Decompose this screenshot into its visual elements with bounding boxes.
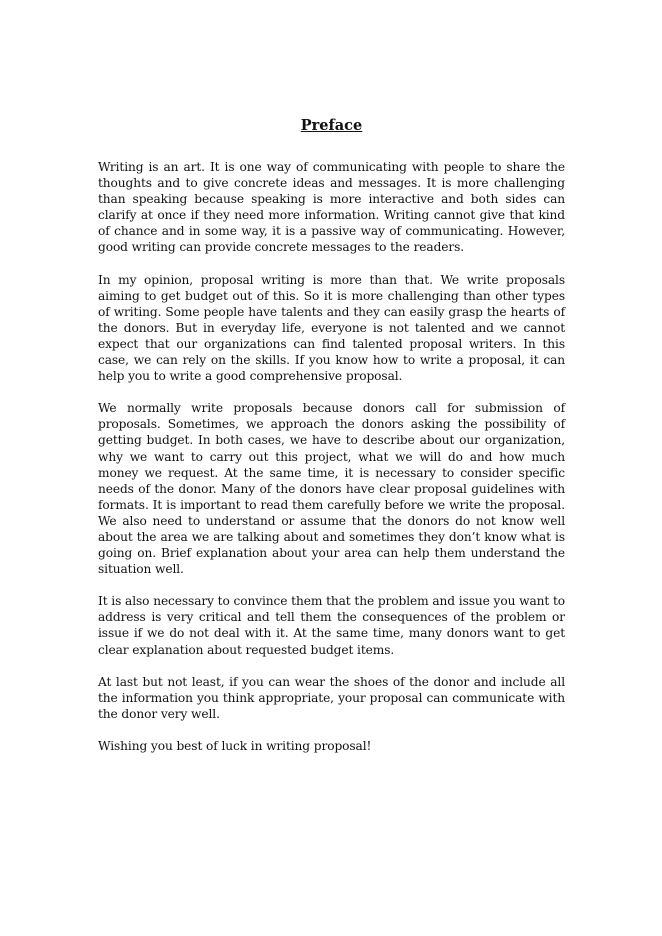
paragraph-4: It is also necessary to convince them that the problem and issue you want to address is very critical and tell them the consequences of the problem or issue if we do not deal with it. At the same time, many donors want to get clear explanation about requested budget items.	[98, 594, 565, 657]
paragraph-2: In my opinion, proposal writing is more than that. We write proposals aiming to get budget out of this. So it is more challenging than other types of writing. Some people have talents and they can easily grasp the hearts of the donors. But in everyday life, everyone is not talented and we cannot expect that our organizations can find talented proposal writers. In this case, we can rely on the skills. If you know how to write a proposal, it can help you to write a good comprehensive proposal.	[98, 272, 565, 384]
paragraph-5: At last but not least, if you can wear the shoes of the donor and include all the information you think appropriate, your proposal can communicate with the donor very well.	[98, 674, 565, 721]
paragraph-3: We normally write proposals because donors call for submission of proposals. Sometimes, we approach the donors asking the possibility of getting budget. In both cases, we have to describe about our organization, why we want to carry out this project, what we will do and how much money we request. At the same time, it is necessary to consider specific needs of the donor. Many of the donors have clear proposal guidelines with formats. It is important to read them carefully before we write the proposal. We also need to understand or assume that the donors do not know well about the area we are talking about and sometimes they don’t know what is going on. Brief explanation about your area can help them understand the situation well.	[98, 401, 565, 577]
closing-line: Wishing you best of luck in writing proposal!	[98, 738, 372, 753]
paragraph-1: Writing is an art. It is one way of communicating with people to share the thoughts and to give concrete ideas and messages. It is more challenging than speaking because speaking is more interactive and both sides can clarify at once if they need more information. Writing cannot give that kind of chance and in some way, it is a passive way of communicating. However, good writing can provide concrete messages to the readers.	[98, 160, 565, 255]
page-title: Preface	[300, 117, 363, 134]
document-body	[98, 116, 565, 754]
